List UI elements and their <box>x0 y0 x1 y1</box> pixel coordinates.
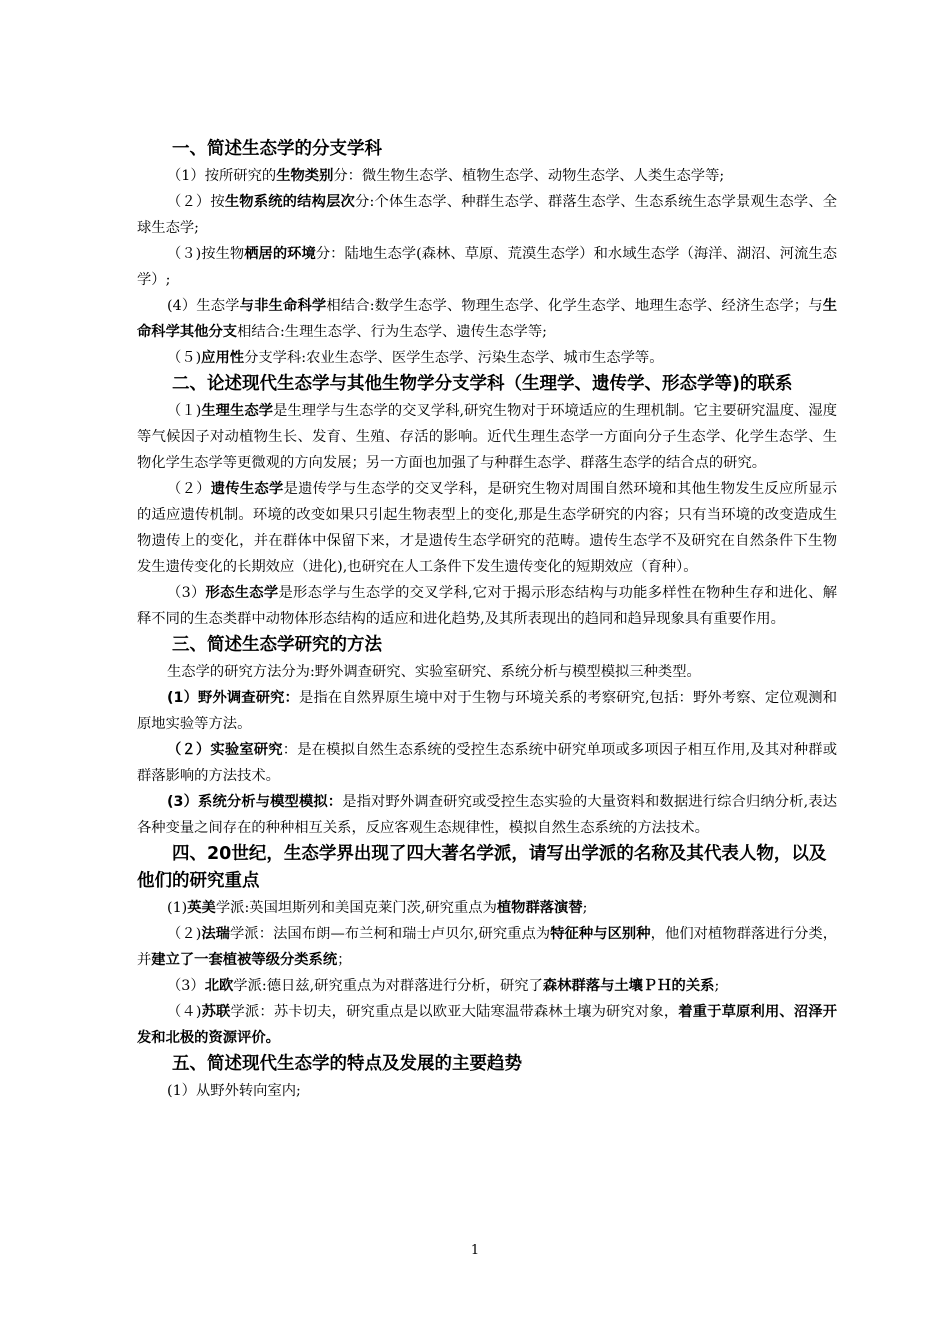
text-run: 分：微生物生态学、植物生态学、动物生态学、人类生态学等; <box>333 168 725 184</box>
paragraph <box>137 189 837 241</box>
section-heading: 四、20世纪，生态学界出现了四大著名学派，请写出学派的名称及其代表人物，以及他们的研究重点 <box>137 844 827 891</box>
paragraph <box>137 973 837 999</box>
paragraph <box>137 163 837 189</box>
text-run: ; <box>582 900 588 916</box>
text-run: 生态学的研究方法分为:野外调查研究、实验室研究、系统分析与模型模拟三种类型。 <box>167 664 701 680</box>
paragraph <box>137 685 837 737</box>
text-run: （５) <box>167 350 202 366</box>
bold-text: 建立了一套植被等级分类系统 <box>151 952 338 968</box>
text-run: 分支学科:农业生态学、医学生态学、污染生态学、城市生态学等。 <box>244 350 664 366</box>
text-run: 是形态学与生态学的交叉学科,它对于揭示形态结构与功能多样性在物种生存和进化、解释不同的生态类群中动物体形态结构的适应和进化趋势,及其所表现出的趋同和趋异现象具有重要作用。 <box>137 585 838 627</box>
bold-text: 生理生态学 <box>201 403 274 419</box>
page-number: 1 <box>470 1243 480 1258</box>
section-heading: 五、简述现代生态学的特点及发展的主要趋势 <box>172 1054 522 1074</box>
text-run: (1）从野外转向室内; <box>167 1083 301 1099</box>
text-run: 学派:英国坦斯列和美国克莱门茨,研究重点为 <box>215 900 497 916</box>
text-run: （２）按 <box>167 194 225 210</box>
text-run: 相结合:数学生态学、物理生态学、化学生态学、地理生态学、经济生态学；与 <box>326 298 823 314</box>
text-run: 学派：苏卡切夫，研究重点是以欧亚大陆寒温带森林土壤为研究对象， <box>230 1004 679 1020</box>
bold-text: 生物类别 <box>276 168 334 184</box>
bold-text: (3）系统分析与模型模拟： <box>167 794 343 810</box>
bold-text: 着重于草原利用、沼泽开发和北极的资源评价。 <box>137 1004 838 1046</box>
text-run: （1）按所研究的 <box>167 168 277 184</box>
section-heading: 一、简述生态学的分支学科 <box>172 139 382 159</box>
paragraph <box>137 580 837 632</box>
bold-text: 应用性 <box>201 350 245 366</box>
text-run: （3） <box>167 978 205 994</box>
bold-text: 特征种与区别种 <box>550 926 651 942</box>
paragraph <box>137 398 837 476</box>
bold-text: 与非生命科学 <box>239 298 327 314</box>
text-run: 学派:德日兹,研究重点为对群落进行分析，研究了 <box>233 978 543 994</box>
text-run: 是指对野外调查研究或受控生态实验的大量资料和数据进行综合归纳分析,表达各种变量之间存在的种种相互关系，反应客观生态规律性，模拟自然生态系统的方法技术。 <box>137 794 837 836</box>
text-run: ; <box>714 978 720 994</box>
paragraph <box>137 895 837 921</box>
bold-text: 北欧 <box>204 978 234 994</box>
paragraph <box>137 921 837 973</box>
text-run: ：是在模拟自然生态系统的受控生态系统中研究单项或多项因子相互作用,及其对种群或群落影响的方法技术。 <box>137 742 837 784</box>
text-run: （３)按生物 <box>167 246 245 262</box>
text-run: (1) <box>167 900 188 916</box>
text-run: 是遗传学与生态学的交叉学科，是研究生物对周围自然环境和其他生物发生反应所显示的适应遗传机制。环境的改变如果只引起生物表型上的变化,那是生态学研究的内容；只有当环境的改变造成生物遗传上的变化，并在群体中保留下来，才是遗传生态学研究的范畴。遗传生态学不及研究在自然条件下生物发生遗传变化的长期效应（进化),也研究在人工条件下发生遗传变化的短期效应（育种）。 <box>137 481 838 575</box>
bold-text: (1）野外调查研究： <box>167 690 299 706</box>
bold-text: 英美 <box>187 900 216 916</box>
bold-text: 栖居的环境 <box>244 246 316 262</box>
section-heading: 二、论述现代生态学与其他生物学分支学科（生理学、遗传学、形态学等)的联系 <box>172 374 793 394</box>
text-run: 分:个体生态学、种群生态学、群落生态学、生态系统生态学景观生态学、全球生态学; <box>137 194 838 236</box>
text-run: 分：陆地生态学(森林、草原、荒漠生态学）和水域生态学（海洋、湖沼、河流生态学）; <box>137 246 838 288</box>
text-run: 是生理学与生态学的交叉学科,研究生物对于环境适应的生理机制。它主要研究温度、湿度等气候因子对动植物生长、发育、生殖、存活的影响。近代生理生态学一方面向分子生态学、化学生态学、生物化学生态学等更微观的方向发展；另一方面也加强了与种群生态学、群落生态学的结合点的研究。 <box>137 403 838 471</box>
paragraph <box>137 345 837 371</box>
bold-text: 生物系统的结构层次 <box>224 194 355 210</box>
text-run: 相结合:生理生态学、行为生态学、遗传生态学等; <box>237 324 547 340</box>
text-run: （２) <box>167 926 202 942</box>
paragraph <box>137 999 837 1051</box>
bold-text: （２）实验室研究 <box>167 742 283 758</box>
paragraph <box>137 241 837 293</box>
bold-text: 生命科学其他分支 <box>137 298 837 340</box>
text-run: （3） <box>167 585 206 601</box>
paragraph <box>137 789 837 841</box>
document-body <box>137 136 837 1104</box>
paragraph <box>137 293 837 345</box>
paragraph <box>137 659 837 685</box>
text-run: （４) <box>167 1004 202 1020</box>
text-run: （２） <box>167 481 211 497</box>
text-run: (4）生态学 <box>167 298 240 314</box>
text-run: （１) <box>167 403 202 419</box>
bold-text: 植物群落演替 <box>496 900 583 916</box>
paragraph <box>137 1078 837 1104</box>
paragraph <box>137 476 837 580</box>
text-run: ，他们对植物群落进行分类，并 <box>137 926 838 968</box>
paragraph <box>137 737 837 789</box>
section-heading: 三、简述生态学研究的方法 <box>172 635 382 655</box>
bold-text: 遗传生态学 <box>210 481 284 497</box>
text-run: 学派：法国布朗—布兰柯和瑞士卢贝尔,研究重点为 <box>230 926 551 942</box>
bold-text: 森林群落与土壤ＰＨ的关系 <box>542 978 715 994</box>
text-run: 是指在自然界原生境中对于生物与环境关系的考察研究,包括：野外考察、定位观测和原地实验等方法。 <box>137 690 838 732</box>
bold-text: 苏联 <box>201 1004 231 1020</box>
bold-text: 形态生态学 <box>205 585 279 601</box>
text-run: ； <box>337 952 352 968</box>
bold-text: 法瑞 <box>201 926 231 942</box>
